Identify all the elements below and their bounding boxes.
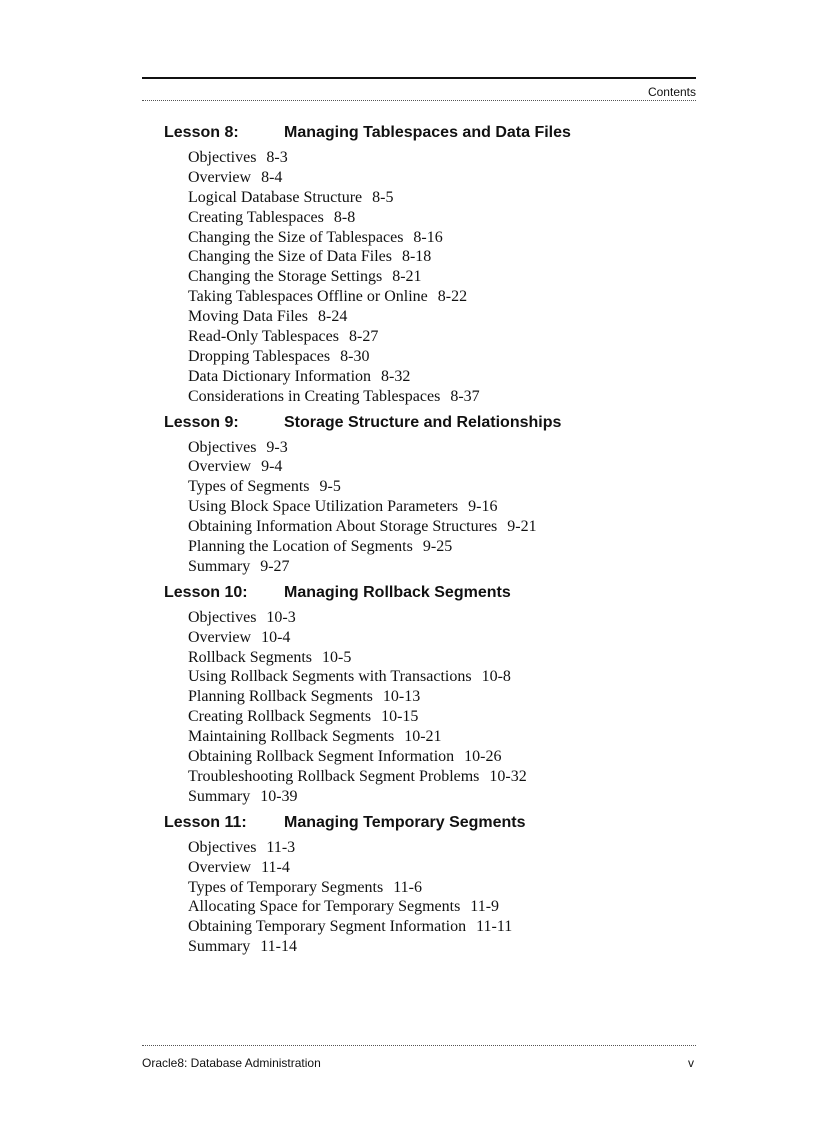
- toc-entry-title: Obtaining Temporary Segment Information: [188, 918, 467, 936]
- lesson-number: Lesson 9:: [164, 413, 239, 431]
- header-rule: [142, 77, 696, 79]
- toc-entry-title: Creating Tablespaces: [188, 208, 324, 226]
- lesson-title: Managing Temporary Segments: [284, 813, 526, 831]
- toc-entry[interactable]: [188, 367, 696, 387]
- toc-entry[interactable]: [188, 387, 696, 407]
- toc-entry[interactable]: [188, 287, 696, 307]
- toc-entry-list: [142, 608, 696, 807]
- toc-entry-title: Overview: [188, 168, 252, 186]
- toc-entry-title: Planning the Location of Segments: [188, 538, 413, 556]
- toc-entry-page: 10-21: [404, 728, 442, 746]
- toc-entry-list: [142, 148, 696, 407]
- toc-entry-page: 10-15: [381, 708, 419, 726]
- toc-entry-title: Changing the Size of Data Files: [188, 248, 392, 266]
- lesson-title: Storage Structure and Relationships: [284, 413, 562, 431]
- toc-entry-page: 8-30: [340, 347, 370, 365]
- toc-entry-title: Summary: [188, 938, 251, 956]
- toc-entry[interactable]: [188, 438, 696, 458]
- toc-entry-title: Read-Only Tablespaces: [188, 328, 339, 346]
- toc-entry-page: 11-11: [476, 918, 513, 936]
- table-of-contents: [142, 121, 696, 961]
- toc-entry[interactable]: [188, 917, 696, 937]
- toc-entry-page: 8-27: [348, 328, 379, 346]
- toc-entry-title: Types of Temporary Segments: [188, 878, 384, 896]
- toc-entry-title: Summary: [188, 557, 251, 575]
- toc-entry-title: Planning Rollback Segments: [188, 688, 373, 706]
- toc-entry[interactable]: [188, 667, 696, 687]
- toc-entry-title: Data Dictionary Information: [188, 367, 372, 385]
- toc-entry-title: Types of Segments: [188, 478, 310, 496]
- toc-entry-page: 10-5: [321, 648, 352, 666]
- toc-entry-page: 8-5: [372, 188, 394, 206]
- toc-entry-title: Allocating Space for Temporary Segments: [188, 898, 461, 916]
- toc-entry-page: 9-5: [319, 478, 341, 496]
- toc-entry-page: 10-32: [489, 767, 527, 785]
- toc-entry[interactable]: [188, 937, 696, 957]
- toc-entry[interactable]: [188, 148, 696, 168]
- toc-entry[interactable]: [188, 878, 696, 898]
- toc-entry-page: 10-8: [481, 668, 511, 686]
- toc-entry-title: Moving Data Files: [188, 308, 308, 326]
- lesson-heading: [142, 121, 696, 145]
- toc-entry-title: Changing the Size of Tablespaces: [188, 228, 404, 246]
- toc-entry[interactable]: [188, 327, 696, 347]
- toc-entry[interactable]: [188, 628, 696, 648]
- toc-entry-page: 9-27: [260, 557, 290, 575]
- lesson-heading: [142, 581, 696, 605]
- toc-entry-list: [142, 838, 696, 957]
- toc-entry-page: 8-16: [413, 228, 443, 246]
- toc-entry[interactable]: [188, 687, 696, 707]
- toc-entry[interactable]: [188, 747, 696, 767]
- lesson-number: Lesson 11:: [164, 813, 247, 831]
- toc-entry-title: Taking Tablespaces Offline or Online: [188, 288, 428, 306]
- toc-entry-title: Logical Database Structure: [188, 188, 363, 206]
- toc-entry-page: 8-24: [318, 308, 348, 326]
- toc-entry-title: Dropping Tablespaces: [188, 347, 331, 365]
- footer-book-title: Oracle8: Database Administration: [142, 1056, 321, 1070]
- toc-entry-page: 8-18: [401, 248, 432, 266]
- lesson-number: Lesson 10:: [164, 583, 248, 601]
- footer-dotted-divider: [142, 1045, 696, 1046]
- toc-entry-page: 9-16: [468, 498, 498, 516]
- toc-entry[interactable]: [188, 168, 696, 188]
- toc-entry-title: Objectives: [188, 838, 257, 856]
- toc-entry-page: 10-13: [382, 688, 421, 706]
- lesson-title: Managing Tablespaces and Data Files: [284, 124, 571, 141]
- footer-page-number: v: [688, 1056, 694, 1070]
- toc-entry-page: 10-26: [464, 748, 502, 766]
- toc-entry-title: Creating Rollback Segments: [188, 708, 372, 726]
- toc-entry-list: [142, 438, 696, 577]
- toc-entry[interactable]: [188, 267, 696, 287]
- toc-entry[interactable]: [188, 188, 696, 208]
- toc-entry-title: Overview: [188, 858, 252, 876]
- toc-entry-title: Changing the Storage Settings: [188, 268, 383, 286]
- running-header: Contents: [647, 85, 696, 99]
- toc-entry[interactable]: [188, 787, 696, 807]
- toc-entry[interactable]: [188, 517, 696, 537]
- toc-entry-page: 8-32: [381, 367, 411, 385]
- toc-entry-title: Using Block Space Utilization Parameters: [188, 498, 459, 516]
- toc-entry-page: 10-4: [261, 628, 291, 646]
- lesson-heading: [142, 411, 696, 435]
- toc-entry[interactable]: [188, 767, 696, 787]
- toc-entry[interactable]: [188, 838, 696, 858]
- toc-entry-page: 11-3: [266, 838, 296, 856]
- lesson-section: [142, 121, 696, 407]
- toc-entry[interactable]: [188, 307, 696, 327]
- toc-entry[interactable]: [188, 537, 696, 557]
- toc-entry[interactable]: [188, 727, 696, 747]
- toc-entry-title: Overview: [188, 628, 252, 646]
- toc-entry-page: 9-4: [261, 458, 283, 476]
- toc-entry[interactable]: [188, 347, 696, 367]
- toc-entry[interactable]: [188, 648, 696, 668]
- toc-entry-page: 8-37: [450, 387, 480, 405]
- toc-entry-page: 9-3: [266, 438, 288, 456]
- toc-entry-title: Objectives: [188, 149, 257, 166]
- toc-entry[interactable]: [188, 228, 696, 248]
- toc-entry-title: Summary: [188, 787, 251, 805]
- toc-entry[interactable]: [188, 707, 696, 727]
- lesson-heading: [142, 811, 696, 835]
- lesson-number: Lesson 8:: [164, 124, 239, 141]
- lesson-section: [142, 411, 696, 577]
- toc-entry-page: 8-3: [266, 149, 288, 166]
- toc-entry[interactable]: [188, 457, 696, 477]
- toc-entry[interactable]: [188, 247, 696, 267]
- toc-entry[interactable]: [188, 608, 696, 628]
- toc-entry-title: Using Rollback Segments with Transactions: [188, 668, 472, 686]
- toc-entry[interactable]: [188, 897, 696, 917]
- toc-entry-page: 10-39: [260, 787, 298, 805]
- toc-entry-page: 9-21: [507, 518, 537, 536]
- toc-entry-page: 8-22: [437, 288, 468, 306]
- toc-entry[interactable]: [188, 858, 696, 878]
- toc-entry-title: Troubleshooting Rollback Segment Problems: [188, 767, 480, 785]
- toc-entry-title: Rollback Segments: [188, 648, 312, 666]
- toc-entry-title: Objectives: [188, 608, 257, 626]
- toc-entry-page: 10-3: [266, 608, 296, 626]
- lesson-title: Managing Rollback Segments: [284, 583, 511, 601]
- toc-entry-page: 8-21: [392, 268, 422, 286]
- toc-entry-page: 8-8: [333, 208, 356, 226]
- toc-entry[interactable]: [188, 557, 696, 577]
- header-dotted-divider: [142, 100, 696, 101]
- toc-entry-page: 11-6: [393, 878, 422, 896]
- toc-entry-title: Obtaining Rollback Segment Information: [188, 748, 455, 766]
- toc-entry[interactable]: [188, 208, 696, 228]
- toc-entry-title: Objectives: [188, 438, 257, 456]
- toc-entry-page: 8-4: [261, 168, 283, 186]
- lesson-section: [142, 811, 696, 957]
- toc-entry-title: Considerations in Creating Tablespaces: [188, 387, 441, 405]
- toc-entry-page: 11-4: [261, 858, 290, 876]
- toc-entry-page: 11-9: [470, 898, 500, 916]
- toc-entry[interactable]: [188, 477, 696, 497]
- toc-entry[interactable]: [188, 497, 696, 517]
- toc-entry-title: Maintaining Rollback Segments: [188, 728, 395, 746]
- toc-entry-title: Obtaining Information About Storage Structures: [188, 518, 498, 536]
- toc-entry-page: 9-25: [422, 538, 453, 556]
- toc-entry-page: 11-14: [260, 938, 297, 956]
- lesson-section: [142, 581, 696, 807]
- toc-entry-title: Overview: [188, 458, 252, 476]
